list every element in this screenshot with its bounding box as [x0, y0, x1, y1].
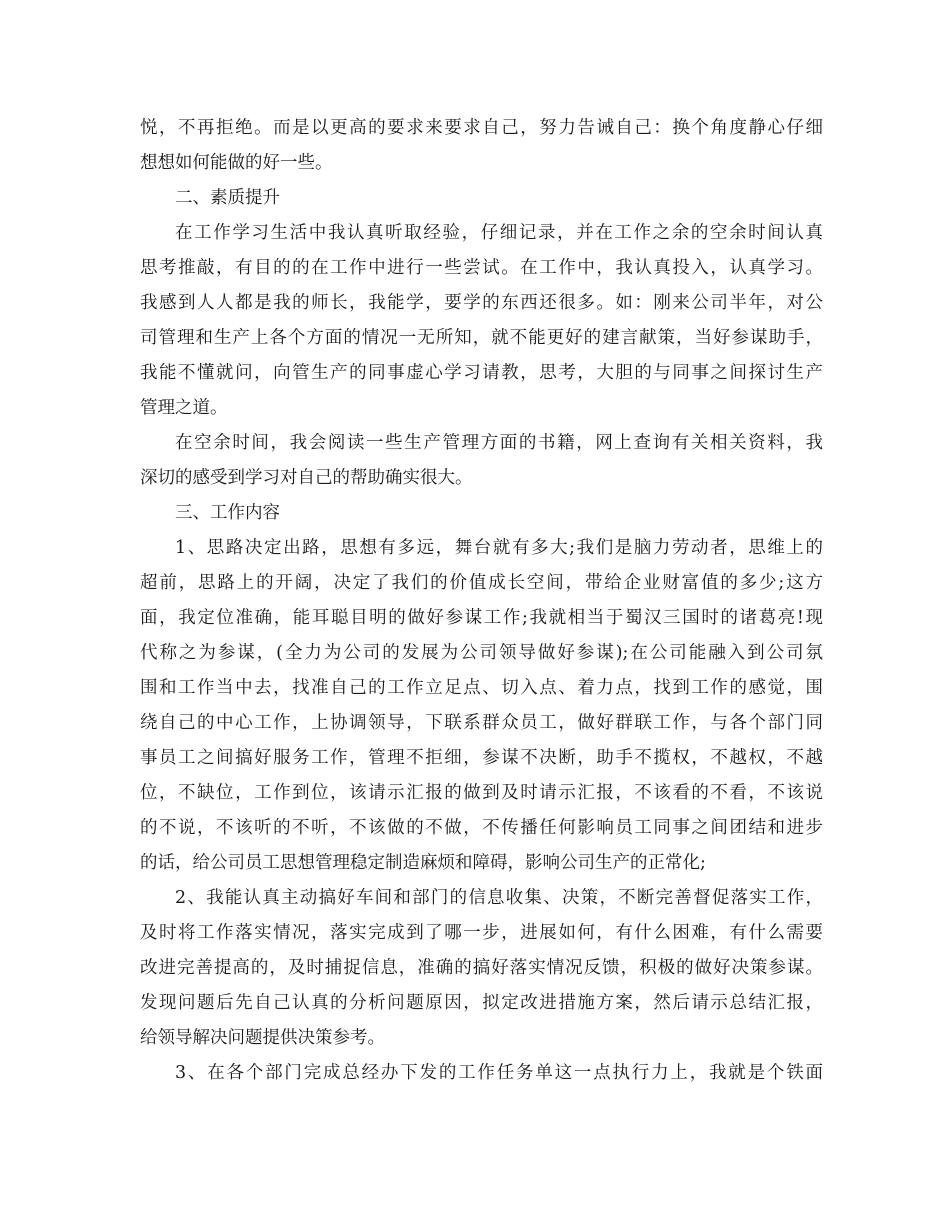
text-line: 绕自己的中心工作，上协调领导，下联系群众员工，做好群联工作，与各个部门同 — [140, 713, 823, 733]
text-line: 面，我定位准确，能耳聪目明的做好参谋工作;我就相当于蜀汉三国时的诸葛亮!现 — [140, 608, 823, 628]
text-line: 3、在各个部门完成总经办下发的工作任务单这一点执行力上，我就是个铁面 — [175, 1063, 823, 1083]
document-body — [140, 112, 823, 1089]
text-line: 围和工作当中去，找准自己的工作立足点、切入点、着力点，找到工作的感觉，围 — [140, 678, 823, 698]
text-line: 事员工之间搞好服务工作，管理不拒细，参谋不决断，助手不揽权，不越权，不越 — [140, 748, 823, 768]
text-line: 司管理和生产上各个方面的情况一无所知，就不能更好的建言献策，当好参谋助手， — [140, 328, 823, 348]
text-line: 在空余时间，我会阅读一些生产管理方面的书籍，网上查询有关相关资料，我 — [175, 433, 823, 453]
text-line: 的不说，不该听的不听，不该做的不做，不传播任何影响员工同事之间团结和进步 — [140, 818, 823, 838]
text-line: 2、我能认真主动搞好车间和部门的信息收集、决策，不断完善督促落实工作， — [175, 888, 823, 908]
text-line: 位，不缺位，工作到位，该请示汇报的做到及时请示汇报，不该看的不看，不该说 — [140, 783, 823, 803]
text-line: 1、思路决定出路，思想有多远，舞台就有多大;我们是脑力劳动者，思维上的 — [175, 538, 823, 558]
text-line: 改进完善提高的，及时捕捉信息，准确的搞好落实情况反馈，积极的做好决策参谋。 — [140, 958, 823, 978]
text-line: 发现问题后先自己认真的分析问题原因，拟定改进措施方案，然后请示总结汇报， — [140, 993, 823, 1013]
text-line: 及时将工作落实情况，落实完成到了哪一步，进展如何，有什么困难，有什么需要 — [140, 923, 823, 943]
text-line: 管理之道。 — [140, 398, 228, 418]
document-page — [140, 112, 823, 1092]
text-line: 给领导解决问题提供决策参考。 — [140, 1028, 385, 1048]
text-line: 代称之为参谋，(全力为公司的发展为公司领导做好参谋);在公司能融入到公司氛 — [140, 643, 823, 663]
text-line: 三、工作内容 — [175, 503, 280, 523]
text-line: 想想如何能做的好一些。 — [140, 153, 333, 173]
text-line: 我能不懂就问，向管生产的同事虚心学习请教，思考，大胆的与同事之间探讨生产 — [140, 363, 823, 383]
text-line: 二、素质提升 — [175, 188, 280, 208]
text-line: 深切的感受到学习对自己的帮助确实很大。 — [140, 468, 473, 488]
text-line: 我感到人人都是我的师长，我能学，要学的东西还很多。如：刚来公司半年，对公 — [140, 293, 823, 313]
text-line: 悦，不再拒绝。而是以更高的要求来要求自己，努力告诫自己：换个角度静心仔细 — [140, 118, 823, 138]
text-line: 的话，给公司员工思想管理稳定制造麻烦和障碍，影响公司生产的正常化; — [140, 853, 706, 873]
text-line: 在工作学习生活中我认真听取经验，仔细记录，并在工作之余的空余时间认真 — [175, 223, 823, 243]
text-line: 超前，思路上的开阔，决定了我们的价值成长空间，带给企业财富值的多少;这方 — [140, 573, 823, 593]
text-line: 思考推敲，有目的的在工作中进行一些尝试。在工作中，我认真投入，认真学习。 — [140, 258, 823, 278]
